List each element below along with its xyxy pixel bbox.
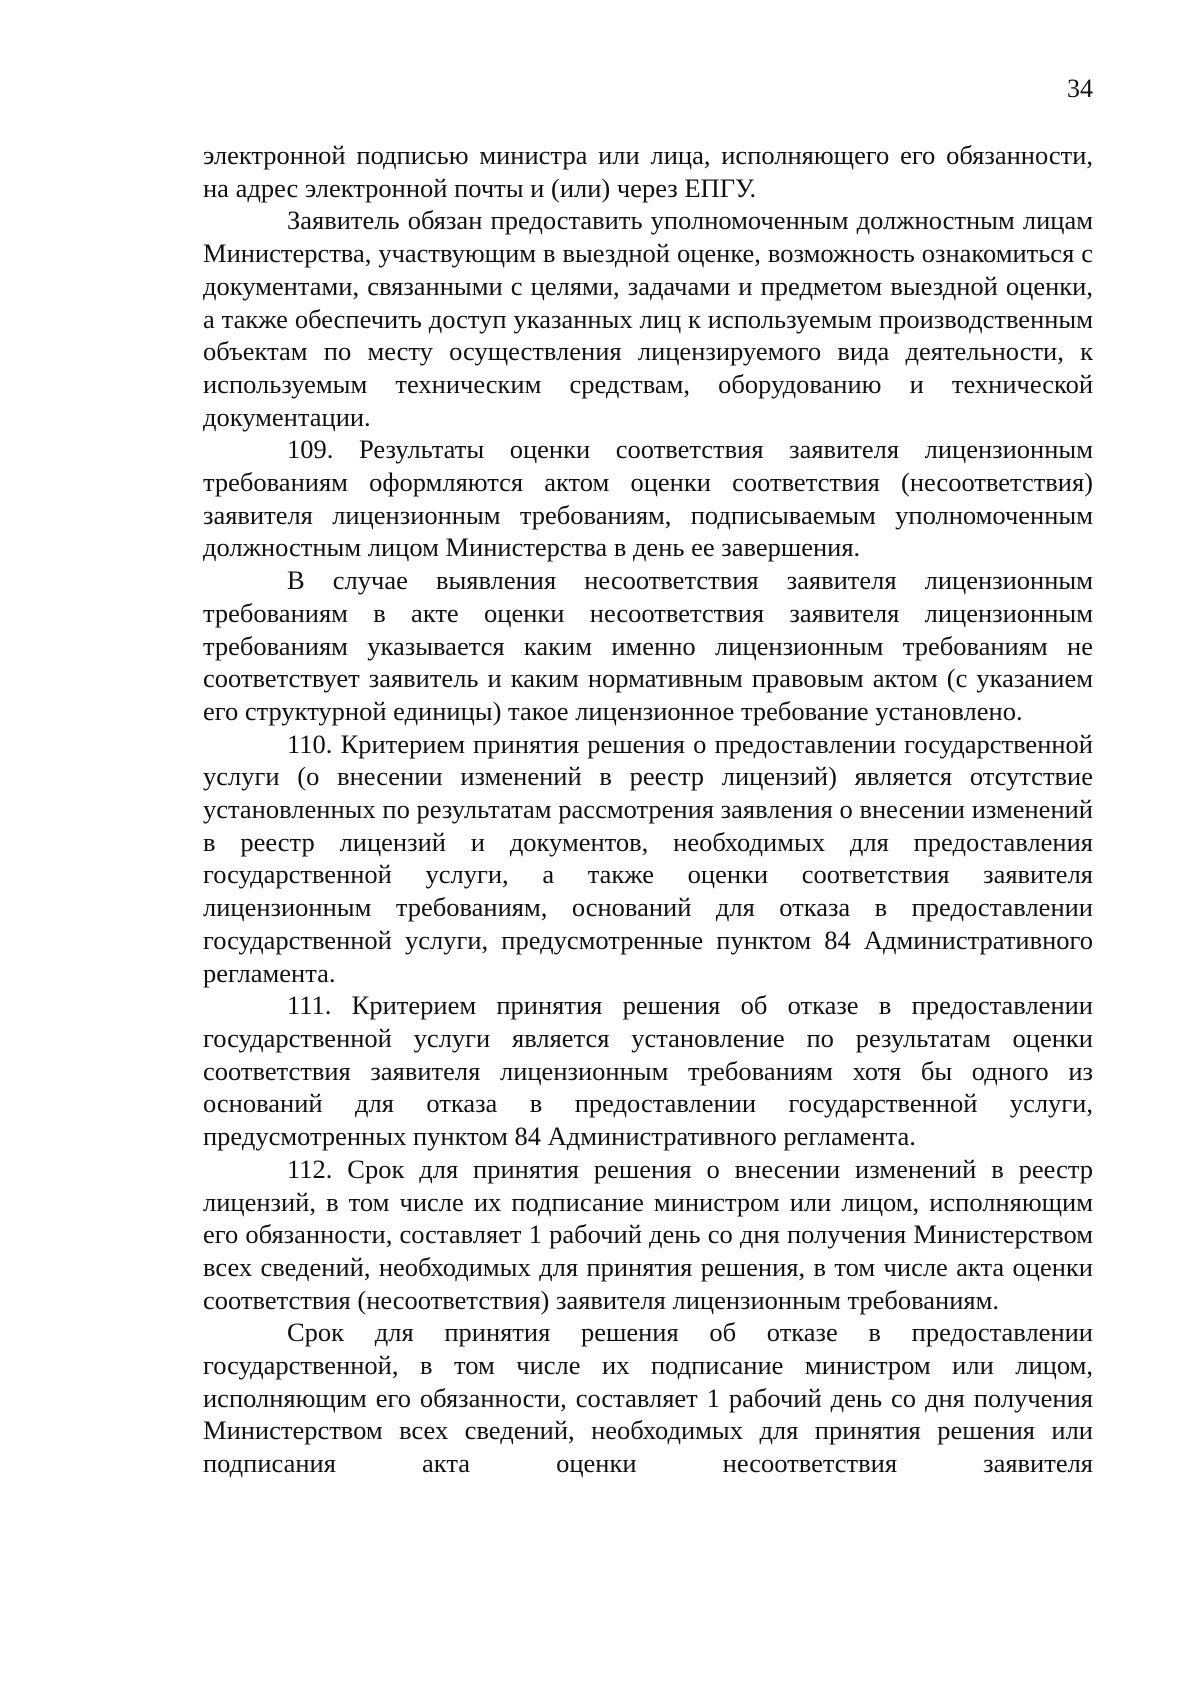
paragraph: электронной подписью министра или лица, исполняющего его обязанности, на адрес электронной почты и (или) через ЕПГУ. bbox=[203, 140, 1093, 203]
paragraph: Заявитель обязан предоставить уполномоченным должностным лицам Министерства, участвующим в выездной оценке, возможность ознакомиться с документами, связанными с целями, задачами и предметом выездной оценки, а также обеспечить доступ указанных лиц к используемым производственным объектам по месту осуществления лицензируемого вида деятельности, к используемым техническим средствам, оборудованию и технической документации. bbox=[203, 205, 1093, 432]
page-number: 34 bbox=[1067, 74, 1093, 103]
paragraph-item-111: 111. Критерием принятия решения об отказе в предоставлении государственной услуги является установление по результатам оценки соответствия заявителя лицензионным требованиям хотя бы одного из оснований для отказа в предоставлении государственной услуги, предусмотренных пунктом 84 Административного регламента. bbox=[203, 990, 1093, 1152]
paragraph-continued: Срок для принятия решения об отказе в предоставлении государственной, в том числе их подписание министром или лицом, исполняющим его обязанности, составляет 1 рабочий день со дня получения Министерством всех сведений, необходимых для принятия решения или подписания акта оценки несоответствия заявителя bbox=[203, 1317, 1093, 1479]
paragraph-item-112: 112. Срок для принятия решения о внесении изменений в реестр лицензий, в том числе их подписание министром или лицом, исполняющим его обязанности, составляет 1 рабочий день со дня получения Министерством всех сведений, необходимых для принятия решения, в том числе акта оценки соответствия (несоответствия) заявителя лицензионным требованиям. bbox=[203, 1153, 1093, 1315]
document-body bbox=[203, 139, 1093, 1480]
paragraph: В случае выявления несоответствия заявителя лицензионным требованиям в акте оценки несоответствия заявителя лицензионным требованиям указывается каким именно лицензионным требованиям не соответствует заявитель и каким нормативным правовым актом (с указанием его структурной единицы) такое лицензионное требование установлено. bbox=[203, 565, 1093, 726]
paragraph-item-110: 110. Критерием принятия решения о предоставлении государственной услуги (о внесении изменений в реестр лицензий) является отсутствие установленных по результатам рассмотрения заявления о внесении изменений в реестр лицензий и документов, необходимых для предоставления государственной услуги, а также оценки соответствия заявителя лицензионным требованиям, оснований для отказа в предоставлении государственной услуги, предусмотренные пунктом 84 Административного регламента. bbox=[203, 728, 1093, 988]
paragraph-item-109: 109. Результаты оценки соответствия заявителя лицензионным требованиям оформляются актом оценки соответствия (несоответствия) заявителя лицензионным требованиям, подписываемым уполномоченным должностным лицом Министерства в день ее завершения. bbox=[203, 434, 1093, 563]
